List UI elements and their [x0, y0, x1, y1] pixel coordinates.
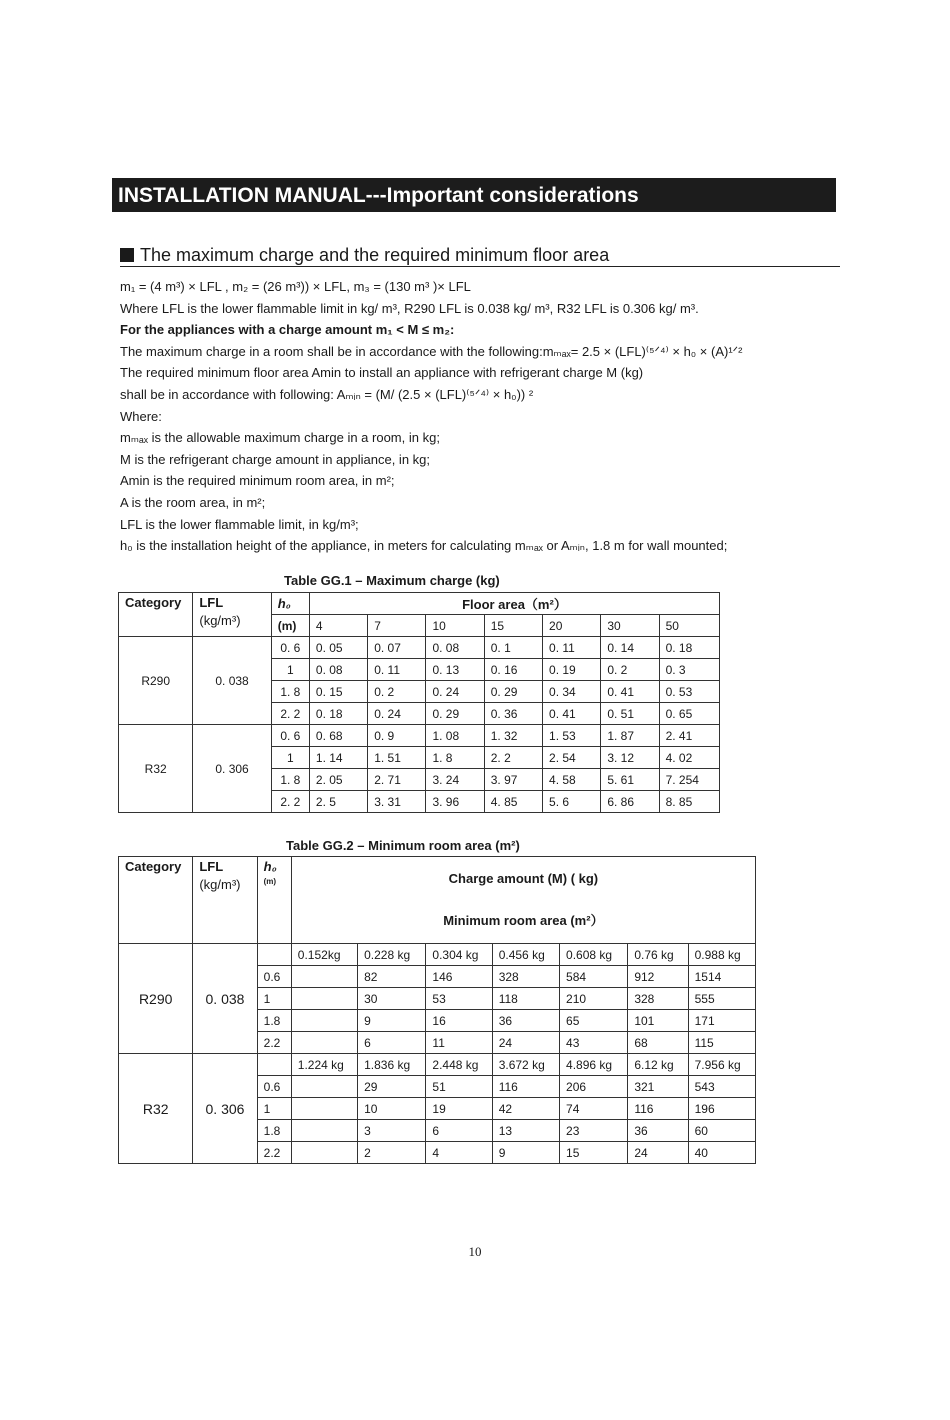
table2-caption: Table GG.2 – Minimum room area (m²)	[286, 838, 520, 853]
value-cell: 1. 51	[368, 747, 426, 769]
value-cell: 0. 11	[368, 659, 426, 681]
area-header-cell: 15	[484, 615, 542, 637]
charge-cell: 2.448 kg	[426, 1054, 492, 1076]
value-cell: 10	[358, 1098, 426, 1120]
min-room-area-table	[118, 856, 756, 1164]
value-cell: 24	[492, 1032, 559, 1054]
value-cell: 0. 65	[659, 703, 719, 725]
charge-cell: 1.224 kg	[291, 1054, 357, 1076]
value-cell: 60	[688, 1120, 755, 1142]
table-row	[119, 637, 720, 659]
value-cell: 2. 54	[543, 747, 601, 769]
value-cell: 555	[688, 988, 755, 1010]
h0-cell: 1	[257, 1098, 291, 1120]
value-cell: 3. 31	[368, 791, 426, 813]
value-cell: 36	[492, 1010, 559, 1032]
value-cell: 3. 12	[601, 747, 659, 769]
charge-cell: 0.456 kg	[492, 944, 559, 966]
value-cell: 2. 71	[368, 769, 426, 791]
value-cell: 0. 9	[368, 725, 426, 747]
category-header: Category	[119, 593, 193, 637]
value-cell: 6	[426, 1120, 492, 1142]
value-cell: 0. 68	[309, 725, 367, 747]
category-cell: R290	[119, 944, 193, 1054]
lfl-header	[193, 857, 257, 944]
value-cell: 7. 254	[659, 769, 719, 791]
value-cell: 0. 15	[309, 681, 367, 703]
value-cell: 43	[560, 1032, 628, 1054]
text-line: LFL is the lower flammable limit, in kg/m³;	[120, 516, 359, 532]
h0-cell: 1.8	[257, 1120, 291, 1142]
area-header-cell: 4	[309, 615, 367, 637]
value-cell: 23	[560, 1120, 628, 1142]
value-cell: 584	[560, 966, 628, 988]
category-cell: R290	[119, 637, 193, 725]
value-cell: 0. 29	[426, 703, 484, 725]
value-cell: 328	[492, 966, 559, 988]
charge-cell: 0.76 kg	[628, 944, 688, 966]
value-cell: 53	[426, 988, 492, 1010]
value-cell: 0. 3	[659, 659, 719, 681]
table-header-row	[119, 857, 756, 944]
h0-cell: 0. 6	[271, 725, 309, 747]
lfl-unit: (kg/m³)	[199, 877, 241, 892]
charge-row	[119, 944, 756, 966]
value-cell: 0. 11	[543, 637, 601, 659]
value-cell: 24	[628, 1142, 688, 1164]
value-cell: 65	[560, 1010, 628, 1032]
text-line: M is the refrigerant charge amount in appliance, in kg;	[120, 451, 431, 467]
h0-unit: (m)	[271, 615, 309, 637]
value-cell: 36	[628, 1120, 688, 1142]
charge-header	[291, 857, 755, 944]
area-header-cell: 7	[368, 615, 426, 637]
value-cell: 29	[358, 1076, 426, 1098]
page-banner: INSTALLATION MANUAL---Important considerations	[112, 178, 836, 212]
value-cell: 30	[358, 988, 426, 1010]
value-cell: 11	[426, 1032, 492, 1054]
value-cell: 116	[628, 1098, 688, 1120]
value-cell: 74	[560, 1098, 628, 1120]
text-line: A is the room area, in m²;	[120, 494, 266, 510]
value-cell: 3. 97	[484, 769, 542, 791]
max-charge-table	[118, 592, 720, 813]
h0-cell: 0.6	[257, 1076, 291, 1098]
value-cell: 116	[492, 1076, 559, 1098]
charge-cell: 0.304 kg	[426, 944, 492, 966]
empty-cell	[257, 944, 291, 966]
value-cell: 0. 53	[659, 681, 719, 703]
value-cell: 0. 41	[601, 681, 659, 703]
value-cell: 0. 36	[484, 703, 542, 725]
value-cell: 1. 08	[426, 725, 484, 747]
h0-cell: 2.2	[257, 1032, 291, 1054]
value-cell: 6. 86	[601, 791, 659, 813]
value-cell: 4	[426, 1142, 492, 1164]
value-cell: 1. 87	[601, 725, 659, 747]
charge-amount-label: Charge amount (M) ( kg)	[448, 871, 599, 886]
lfl-cell: 0. 306	[193, 725, 271, 813]
section-title	[120, 244, 840, 267]
area-header-cell: 20	[543, 615, 601, 637]
value-cell: 4. 85	[484, 791, 542, 813]
charge-cell: 0.152kg	[291, 944, 357, 966]
value-cell: 15	[560, 1142, 628, 1164]
charge-cell: 7.956 kg	[688, 1054, 755, 1076]
value-cell: 19	[426, 1098, 492, 1120]
charge-cell: 6.12 kg	[628, 1054, 688, 1076]
value-cell: 0. 29	[484, 681, 542, 703]
text-line: shall be in accordance with following: Aₘᵢₙ = (M/ (2.5 × (LFL)⁽⁵ᐟ⁴⁾ × h₀)) ²	[120, 386, 534, 402]
value-cell: 0. 08	[426, 637, 484, 659]
value-cell: 0. 08	[309, 659, 367, 681]
text-line: For the appliances with a charge amount m₁ < M ≤ m₂:	[120, 322, 455, 338]
value-cell: 210	[560, 988, 628, 1010]
value-cell: 0. 51	[601, 703, 659, 725]
value-cell	[291, 1142, 357, 1164]
lfl-header	[193, 593, 271, 637]
value-cell: 321	[628, 1076, 688, 1098]
text-line: The required minimum floor area Amin to install an appliance with refrigerant charge M (kg)	[120, 365, 644, 381]
value-cell: 543	[688, 1076, 755, 1098]
value-cell: 2. 41	[659, 725, 719, 747]
value-cell: 9	[358, 1010, 426, 1032]
area-header-cell: 10	[426, 615, 484, 637]
value-cell: 13	[492, 1120, 559, 1142]
value-cell: 171	[688, 1010, 755, 1032]
lfl-header-label: LFL	[199, 595, 224, 610]
value-cell	[291, 966, 357, 988]
value-cell: 1. 32	[484, 725, 542, 747]
value-cell: 82	[358, 966, 426, 988]
value-cell: 0. 16	[484, 659, 542, 681]
value-cell: 1. 8	[426, 747, 484, 769]
table1-caption: Table GG.1 – Maximum charge (kg)	[284, 573, 500, 588]
text-line: h₀ is the installation height of the appliance, in meters for calculating mₘₐₓ or Aₘᵢₙ, 1.8 m for wall mounted;	[120, 538, 728, 554]
area-header-cell: 30	[601, 615, 659, 637]
charge-cell: 0.988 kg	[688, 944, 755, 966]
text-line: Where:	[120, 408, 162, 424]
value-cell: 2. 5	[309, 791, 367, 813]
text-line: mₘₐₓ is the allowable maximum charge in a room, in kg;	[120, 430, 440, 446]
value-cell: 40	[688, 1142, 755, 1164]
h0-cell: 2.2	[257, 1142, 291, 1164]
value-cell: 0. 24	[426, 681, 484, 703]
h0-cell: 1	[271, 747, 309, 769]
value-cell: 1. 53	[543, 725, 601, 747]
lfl-unit: (kg/m³)	[199, 613, 241, 628]
category-cell: R32	[119, 725, 193, 813]
h0-cell: 1. 8	[271, 769, 309, 791]
value-cell: 0. 13	[426, 659, 484, 681]
h0-cell: 0.6	[257, 966, 291, 988]
h0-unit: (m)	[263, 877, 277, 886]
section-title-text: The maximum charge and the required minimum floor area	[140, 245, 610, 265]
value-cell: 6	[358, 1032, 426, 1054]
value-cell: 0. 41	[543, 703, 601, 725]
value-cell: 196	[688, 1098, 755, 1120]
h0-cell: 1. 8	[271, 681, 309, 703]
min-area-label: Minimum room area (m²）	[443, 913, 604, 928]
charge-cell: 4.896 kg	[560, 1054, 628, 1076]
h0-cell: 0. 6	[271, 637, 309, 659]
value-cell: 68	[628, 1032, 688, 1054]
table-row	[119, 725, 720, 747]
value-cell: 16	[426, 1010, 492, 1032]
h0-header: h₀	[271, 593, 309, 615]
value-cell: 2. 05	[309, 769, 367, 791]
value-cell: 0. 2	[368, 681, 426, 703]
charge-cell: 3.672 kg	[492, 1054, 559, 1076]
value-cell	[291, 1098, 357, 1120]
value-cell: 0. 1	[484, 637, 542, 659]
lfl-header-label: LFL	[199, 859, 224, 874]
value-cell: 4. 58	[543, 769, 601, 791]
floor-area-header: Floor area（m²）	[309, 593, 719, 615]
h0-header-label: h₀	[263, 859, 277, 874]
value-cell	[291, 1120, 357, 1142]
page-number: 10	[468, 1244, 482, 1259]
value-cell: 3. 96	[426, 791, 484, 813]
value-cell: 115	[688, 1032, 755, 1054]
value-cell: 42	[492, 1098, 559, 1120]
value-cell: 0. 05	[309, 637, 367, 659]
body-text	[120, 276, 840, 557]
h0-header	[257, 857, 291, 944]
lfl-cell: 0. 038	[193, 944, 257, 1054]
value-cell	[291, 1032, 357, 1054]
charge-cell: 0.608 kg	[560, 944, 628, 966]
value-cell: 206	[560, 1076, 628, 1098]
value-cell: 9	[492, 1142, 559, 1164]
text-line: m₁ = (4 m³) × LFL , m₂ = (26 m³)) × LFL, m₃ = (130 m³ )× LFL	[120, 279, 471, 294]
value-cell	[291, 1010, 357, 1032]
value-cell: 146	[426, 966, 492, 988]
h0-cell: 1	[271, 659, 309, 681]
value-cell: 2. 2	[484, 747, 542, 769]
value-cell	[291, 988, 357, 1010]
value-cell: 4. 02	[659, 747, 719, 769]
value-cell: 0. 18	[659, 637, 719, 659]
value-cell: 3	[358, 1120, 426, 1142]
value-cell: 8. 85	[659, 791, 719, 813]
h0-cell: 2. 2	[271, 791, 309, 813]
category-header: Category	[119, 857, 193, 944]
area-header-cell: 50	[659, 615, 719, 637]
value-cell: 0. 18	[309, 703, 367, 725]
lfl-cell: 0. 038	[193, 637, 271, 725]
value-cell: 328	[628, 988, 688, 1010]
value-cell: 0. 2	[601, 659, 659, 681]
value-cell: 2	[358, 1142, 426, 1164]
value-cell: 0. 14	[601, 637, 659, 659]
text-line: Amin is the required minimum room area, in m²;	[120, 473, 395, 489]
square-bullet-icon	[120, 248, 134, 262]
table-header-row	[119, 593, 720, 615]
h0-cell: 1.8	[257, 1010, 291, 1032]
value-cell: 0. 07	[368, 637, 426, 659]
lfl-cell: 0. 306	[193, 1054, 257, 1164]
value-cell: 0. 24	[368, 703, 426, 725]
value-cell: 1514	[688, 966, 755, 988]
value-cell: 51	[426, 1076, 492, 1098]
value-cell: 118	[492, 988, 559, 1010]
h0-cell: 2. 2	[271, 703, 309, 725]
value-cell: 0. 34	[543, 681, 601, 703]
text-line: Where LFL is the lower flammable limit in kg/ m³, R290 LFL is 0.038 kg/ m³, R32 LFL is 0.306 kg/ m³.	[120, 300, 699, 316]
empty-cell	[257, 1054, 291, 1076]
h0-cell: 1	[257, 988, 291, 1010]
charge-cell: 1.836 kg	[358, 1054, 426, 1076]
value-cell: 1. 14	[309, 747, 367, 769]
value-cell: 3. 24	[426, 769, 484, 791]
charge-cell: 0.228 kg	[358, 944, 426, 966]
value-cell: 0. 19	[543, 659, 601, 681]
value-cell: 5. 61	[601, 769, 659, 791]
category-cell: R32	[119, 1054, 193, 1164]
charge-row	[119, 1054, 756, 1076]
value-cell: 912	[628, 966, 688, 988]
text-line: The maximum charge in a room shall be in accordance with the following:mₘₐₓ= 2.5 × (LFL)⁽⁵ᐟ⁴⁾ × h₀ × (A)¹ᐟ²	[120, 343, 743, 359]
value-cell: 101	[628, 1010, 688, 1032]
value-cell	[291, 1076, 357, 1098]
value-cell: 5. 6	[543, 791, 601, 813]
